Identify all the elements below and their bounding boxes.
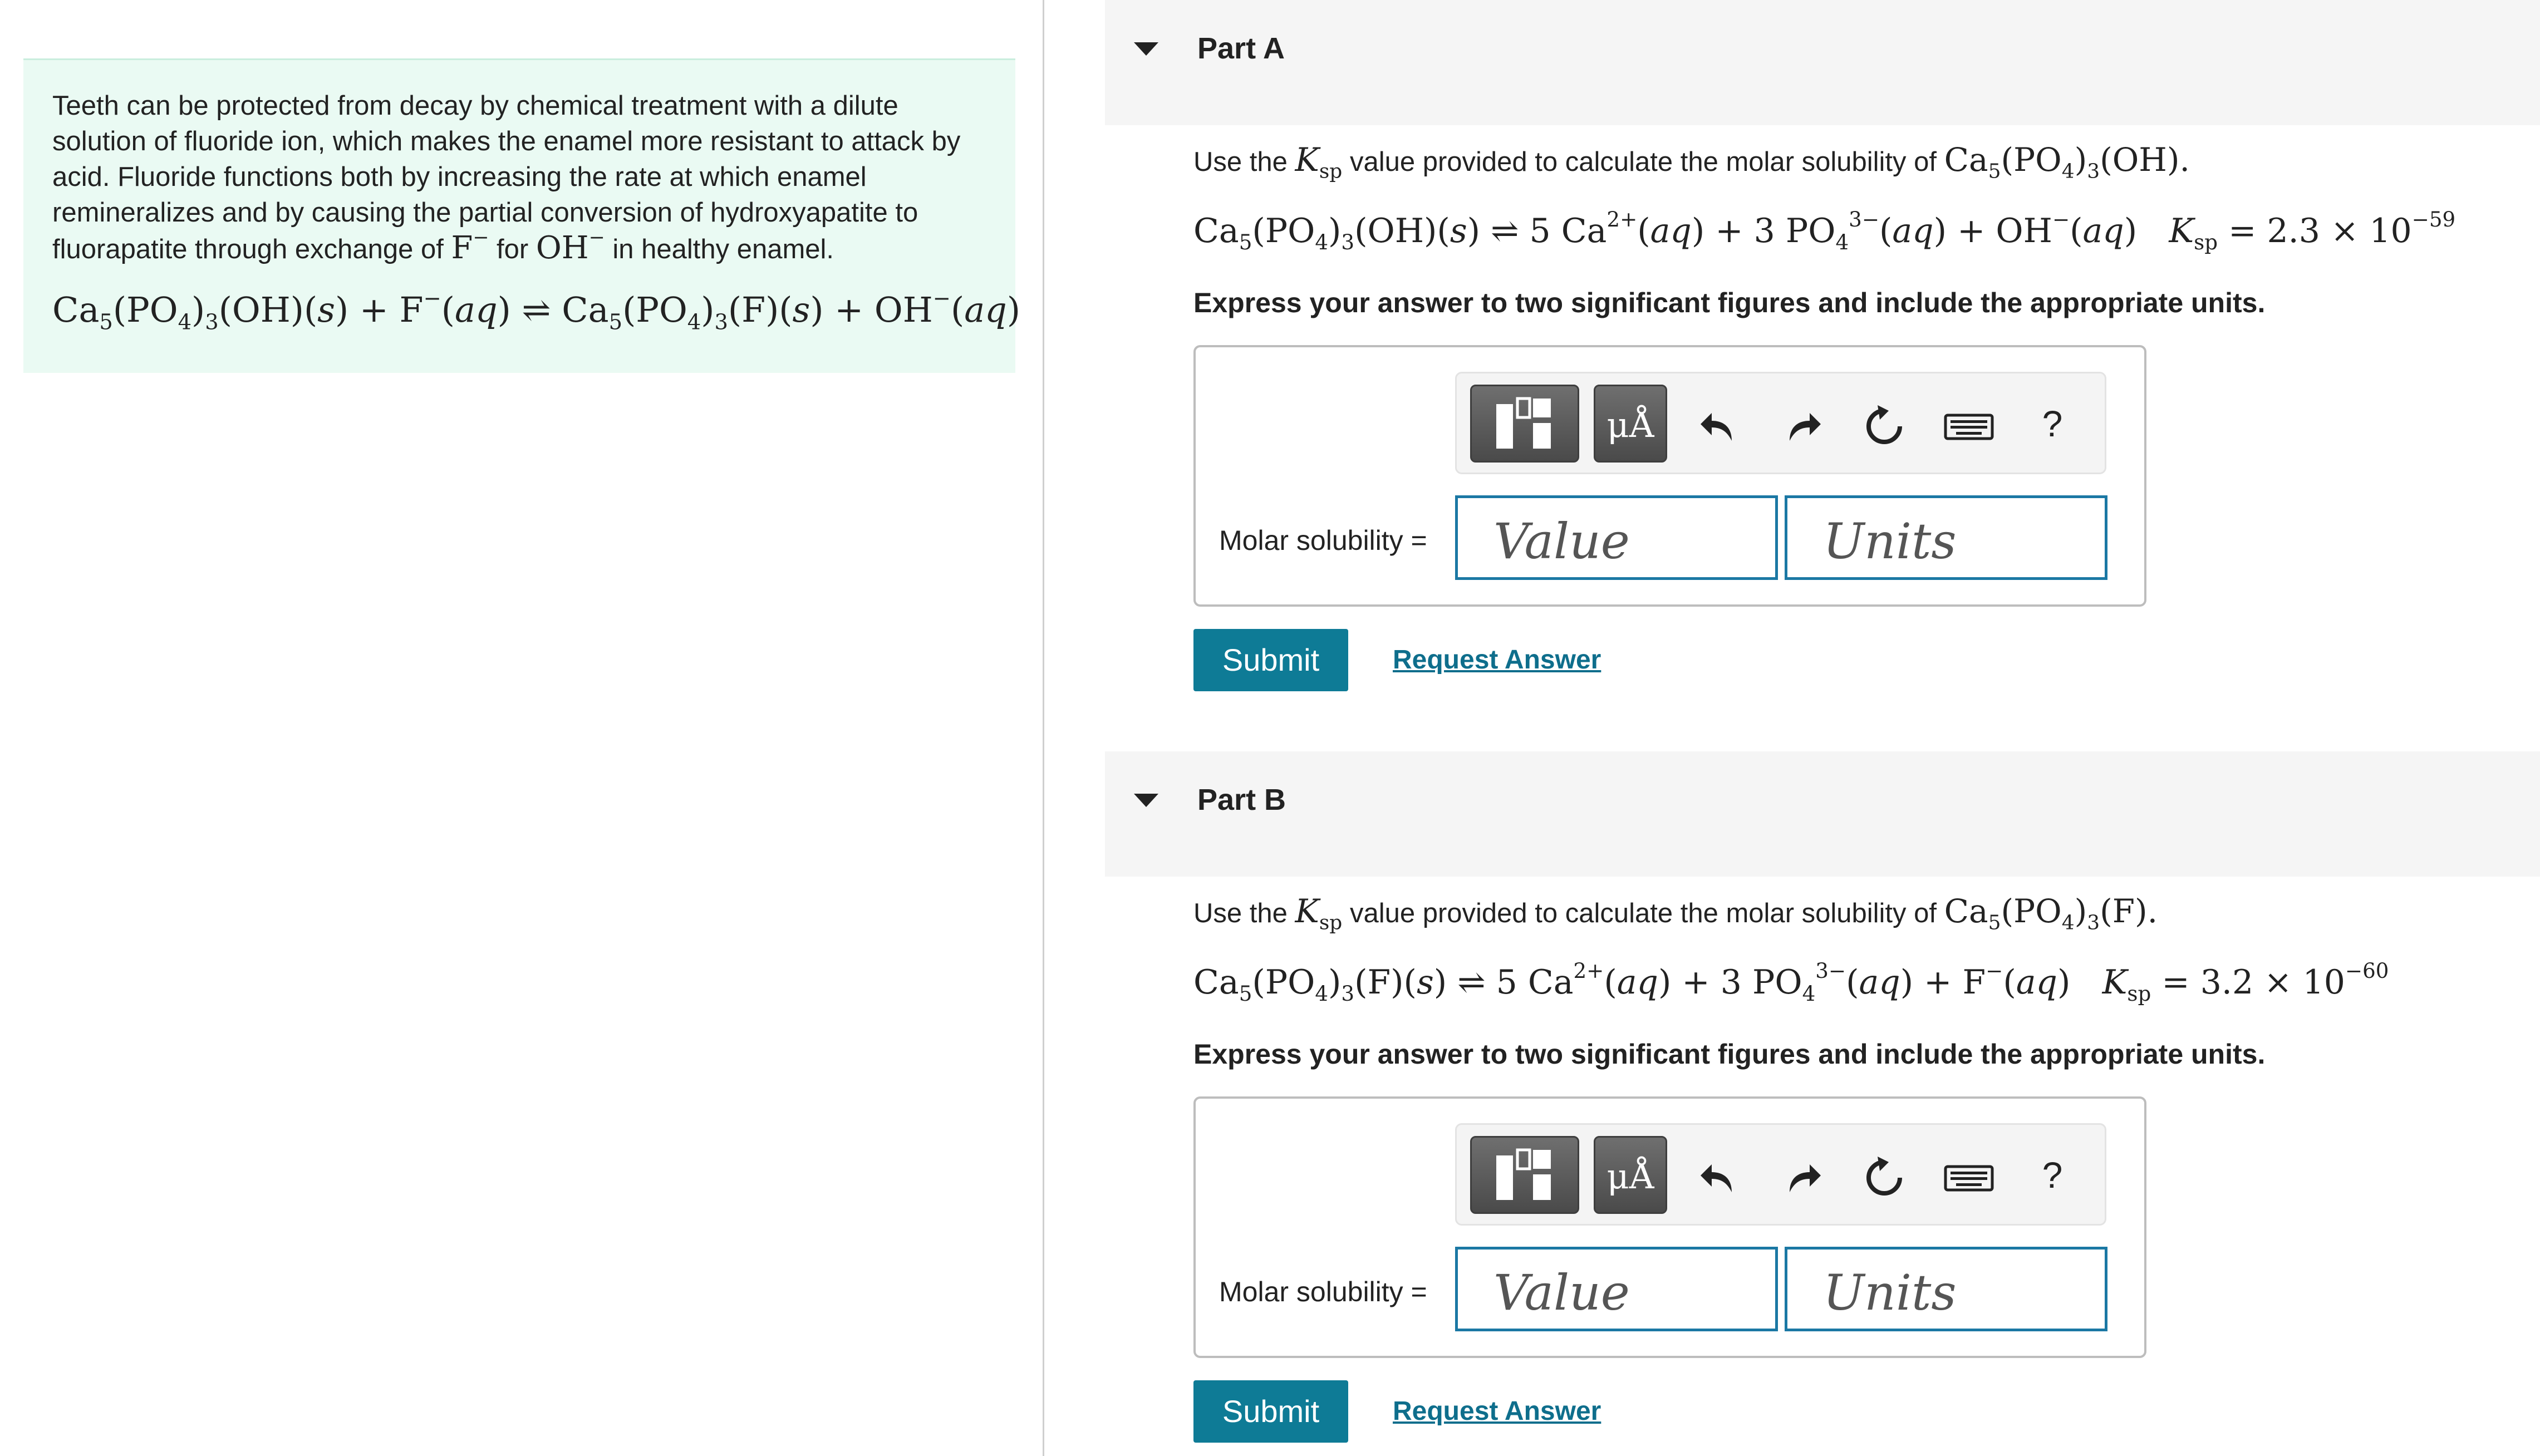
help-icon[interactable]: ?: [2042, 1154, 2063, 1196]
collapse-caret-icon[interactable]: [1134, 794, 1158, 807]
part-a-submit-button[interactable]: Submit: [1193, 629, 1348, 691]
part-b-ksp-value: 3.2 × 10: [2200, 963, 2345, 1002]
reset-icon[interactable]: [1851, 385, 1918, 463]
part-b-header[interactable]: [1105, 751, 2540, 877]
help-icon[interactable]: ?: [2042, 403, 2063, 444]
intro-text-end: in healthy enamel.: [612, 234, 834, 264]
hydroxide-ion: OH−: [535, 226, 605, 266]
part-b-answer-box: [1193, 1096, 2146, 1358]
part-a-answer-label: Molar solubility =: [1219, 525, 1427, 556]
part-a-ksp-value: 2.3 × 10: [2267, 211, 2412, 250]
part-a-answer-box: [1193, 345, 2146, 607]
part-b-submit-button[interactable]: Submit: [1193, 1380, 1348, 1443]
templates-icon[interactable]: [1470, 1136, 1579, 1214]
part-a-header[interactable]: [1105, 0, 2540, 125]
part-a-ksp-exponent: −59: [2411, 207, 2456, 232]
redo-icon[interactable]: [1768, 385, 1835, 463]
part-a-question: Use the $K_{sp}$ value provided to calculate the molar solubility of $Ca_5(PO_4)_3(OH)$.: [1193, 141, 2190, 183]
keyboard-icon[interactable]: [1935, 1136, 2002, 1214]
part-a-units-input[interactable]: [1785, 495, 2107, 580]
part-a-request-answer-link[interactable]: Request Answer: [1393, 645, 1601, 675]
reset-icon[interactable]: [1851, 1136, 1918, 1214]
intro-column: [0, 0, 1044, 1456]
part-a-value-input[interactable]: [1455, 495, 1778, 580]
keyboard-icon[interactable]: [1935, 385, 2002, 463]
undo-icon[interactable]: [1686, 1136, 1753, 1214]
part-b-units-input[interactable]: [1785, 1247, 2107, 1331]
units-icon[interactable]: μÅ: [1594, 1136, 1667, 1214]
part-a-math-toolbar: [1455, 372, 2106, 474]
part-a-title: Part A: [1197, 32, 1285, 65]
collapse-caret-icon[interactable]: [1134, 42, 1158, 56]
part-b-answer-label: Molar solubility =: [1219, 1276, 1427, 1307]
part-b-instruction: Express your answer to two significant figures and include the appropriate units.: [1193, 1039, 2266, 1070]
part-b-question: Use the $K_{sp}$ value provided to calculate the molar solubility of $Ca_5(PO_4)_3(F)$.: [1193, 892, 2158, 934]
part-a-reaction: $Ca_5(PO_4)_3(OH)(s)$ ⇌ 5 $Ca^{2+}(aq) + 3$ $PO_4^{3-}(aq) + OH^-(aq) K_{sp} = 2.3 \times 10^{-59}$: [1193, 207, 2456, 255]
undo-icon[interactable]: [1686, 385, 1753, 463]
part-b-math-toolbar: [1455, 1123, 2106, 1226]
part-a-instruction: Express your answer to two significant figures and include the appropriate units.: [1193, 287, 2266, 318]
intro-text: [52, 88, 986, 267]
part-b-request-answer-link[interactable]: Request Answer: [1393, 1396, 1601, 1426]
intro-for: for: [497, 234, 529, 264]
part-b-ksp-exponent: −60: [2345, 958, 2389, 983]
units-icon[interactable]: μÅ: [1594, 385, 1667, 463]
part-b-value-input[interactable]: [1455, 1247, 1778, 1331]
redo-icon[interactable]: [1768, 1136, 1835, 1214]
templates-icon[interactable]: [1470, 385, 1579, 463]
part-b-title: Part B: [1197, 783, 1286, 816]
intro-equation: $Ca_5(PO_4)_3(OH)(s) + F^-(aq)$ ⇌ $Ca_5(PO_4)_3(F)(s) + OH^-(aq)$: [52, 286, 1021, 335]
fluoride-ion: F−: [451, 226, 489, 266]
intro-panel: [23, 58, 1021, 373]
part-b-reaction: $Ca_5(PO_4)_3(F)(s)$ ⇌ 5 $Ca^{2+}(aq) + 3$ $PO_4^{3-}(aq) + F^-(aq) K_{sp} = 3.2 \times 10^{-60}$: [1193, 958, 2389, 1006]
intro-text-body: Teeth can be protected from decay by chemical treatment with a dilute solution of fluoride ion, which makes the enamel more resistant to attack by acid. Fluoride functions both by increasing the rate at which enamel remineralizes and by causing the partial conversion of hydroxyapatite to fluorapatite through exchange of: [52, 91, 961, 264]
